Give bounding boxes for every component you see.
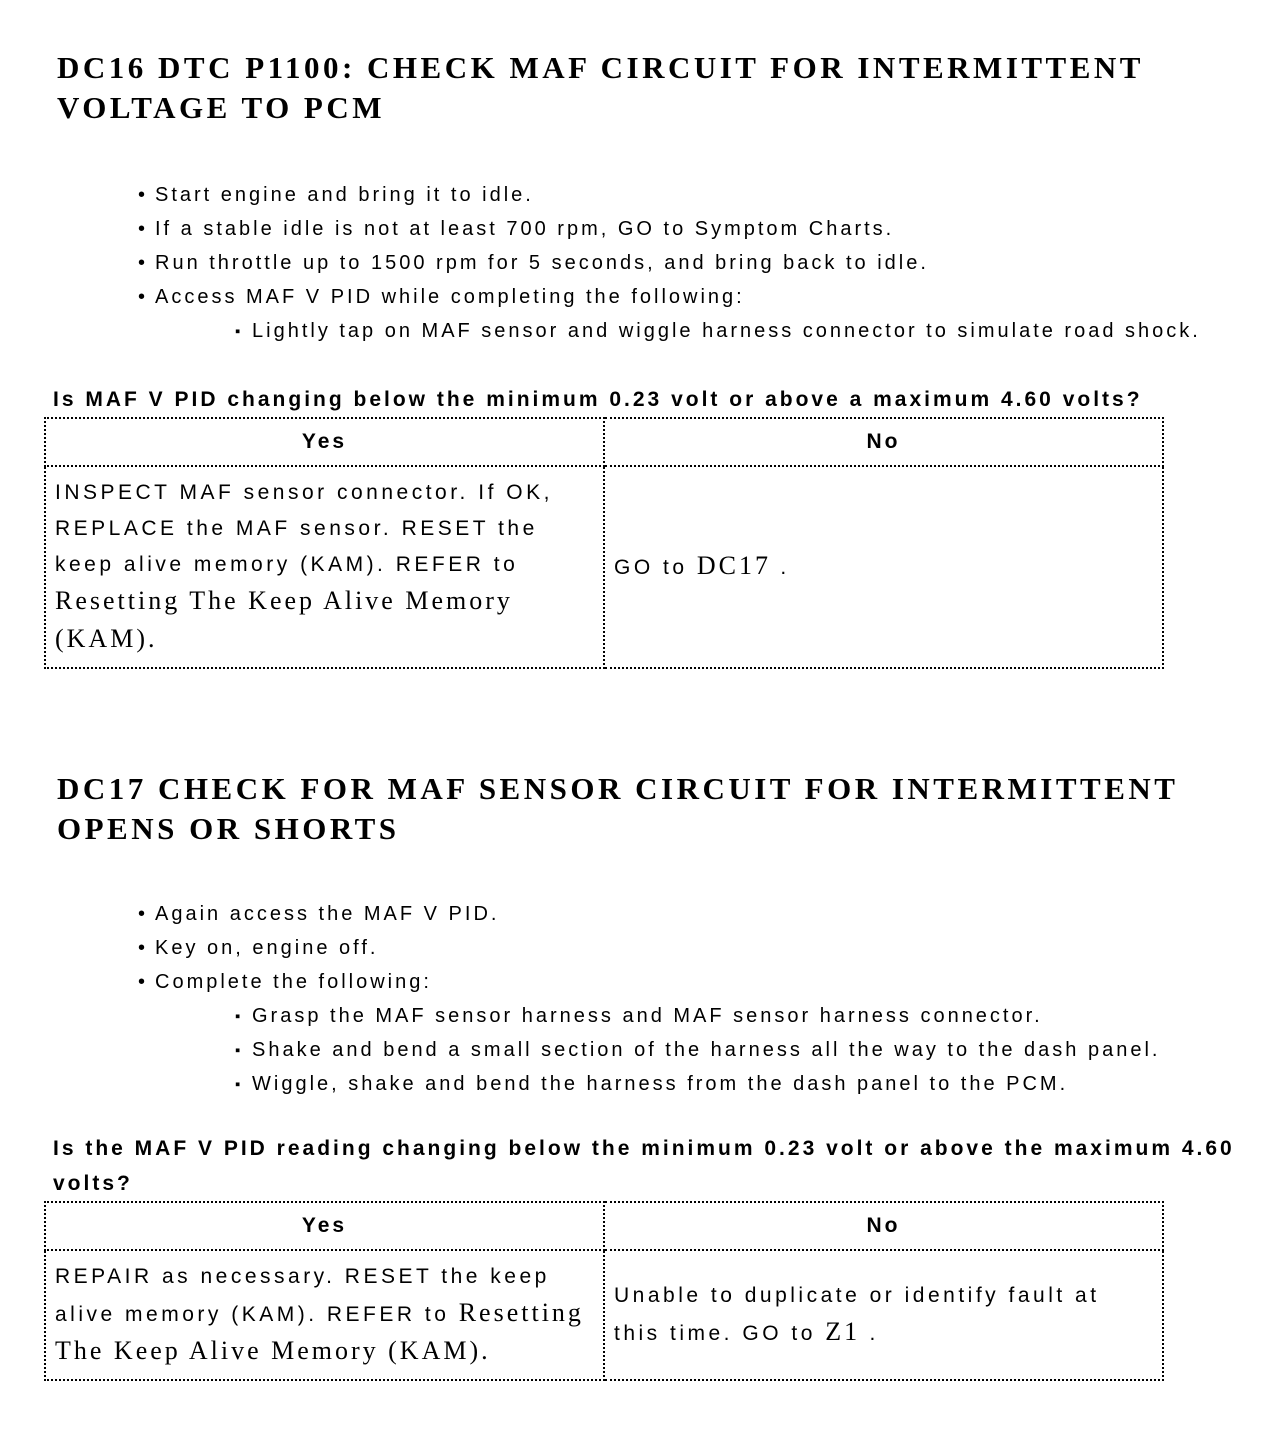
- section-heading-dc17: DC17 CHECK FOR MAF SENSOR CIRCUIT FOR INTERMITTENT OPENS OR SHORTS: [57, 771, 1178, 846]
- decision-table-dc17: [44, 1201, 1164, 1381]
- table-header-row: [45, 418, 1163, 466]
- link-resetting-kam[interactable]: Resetting The Keep Alive Memory (KAM).: [55, 586, 513, 653]
- bullet-icon: •: [138, 937, 146, 959]
- link-z1[interactable]: Z1: [825, 1317, 861, 1346]
- question-text-dc16: Is MAF V PID changing below the minimum 0.23 volt or above a maximum 4.60 volts?: [53, 388, 1143, 411]
- step-text: Again access the MAF V PID.: [155, 903, 500, 925]
- step-text: Access MAF V PID while completing the following:: [155, 286, 745, 308]
- decision-table-dc16: [44, 417, 1164, 669]
- yes-action-cell: [45, 466, 604, 668]
- no-action-suffix: .: [860, 1322, 879, 1345]
- bullet-icon: •: [138, 903, 146, 925]
- section-dc17: [0, 769, 1280, 1381]
- table-body-row: [45, 466, 1163, 668]
- substep-item: [235, 1067, 1268, 1101]
- step-item: [138, 178, 1268, 212]
- table-header-row: [45, 1202, 1163, 1250]
- yes-header-cell: Yes: [45, 418, 604, 466]
- bullet-icon: •: [138, 252, 146, 274]
- substep-text: Grasp the MAF sensor harness and MAF sensor harness connector.: [252, 1005, 1043, 1027]
- step-text: Complete the following:: [155, 971, 432, 993]
- square-bullet-icon: ▪: [235, 1008, 241, 1025]
- substep-item: [235, 314, 1268, 348]
- bullet-icon: •: [138, 218, 146, 240]
- table-body-row: [45, 1250, 1163, 1380]
- step-item: [138, 897, 1268, 931]
- step-text: Key on, engine off.: [155, 937, 379, 959]
- yes-action-text: REPAIR as necessary. RESET the keep alive memory (KAM). REFER to: [55, 1265, 550, 1326]
- no-header-cell: No: [604, 418, 1163, 466]
- step-item: [138, 965, 1268, 999]
- bullet-icon: •: [138, 184, 146, 206]
- step-text: Start engine and bring it to idle.: [155, 184, 534, 206]
- substep-text: Wiggle, shake and bend the harness from the dash panel to the PCM.: [252, 1073, 1069, 1095]
- document-page: [0, 48, 1280, 1381]
- square-bullet-icon: ▪: [235, 1076, 241, 1093]
- yes-action-text: INSPECT MAF sensor connector. If OK, REPLACE the MAF sensor. RESET the keep alive memory (KAM). REFER to: [55, 481, 553, 576]
- step-list-dc16: [138, 178, 1268, 348]
- bullet-icon: •: [138, 971, 146, 993]
- no-action-text: GO to: [614, 556, 697, 579]
- step-item: [138, 212, 1268, 246]
- substep-text: Lightly tap on MAF sensor and wiggle harness connector to simulate road shock.: [252, 320, 1201, 342]
- no-action-cell: [604, 1250, 1163, 1380]
- yes-action-cell: [45, 1250, 604, 1380]
- section-heading-dc16: DC16 DTC P1100: CHECK MAF CIRCUIT FOR INTERMITTENT VOLTAGE TO PCM: [57, 50, 1144, 125]
- step-text: If a stable idle is not at least 700 rpm, GO to Symptom Charts.: [155, 218, 895, 240]
- step-item: [138, 246, 1268, 280]
- substep-text: Shake and bend a small section of the harness all the way to the dash panel.: [252, 1039, 1161, 1061]
- section-dc16: [0, 48, 1280, 669]
- question-text-dc17: Is the MAF V PID reading changing below the minimum 0.23 volt or above the maximum 4.60 volts?: [53, 1137, 1235, 1195]
- bullet-icon: •: [138, 286, 146, 308]
- step-item: [138, 931, 1268, 965]
- square-bullet-icon: ▪: [235, 1042, 241, 1059]
- step-text: Run throttle up to 1500 rpm for 5 seconds, and bring back to idle.: [155, 252, 929, 274]
- no-action-suffix: .: [770, 556, 790, 579]
- link-resetting-kam[interactable]: Resetting The Keep Alive Memory (KAM).: [55, 1298, 584, 1365]
- yes-header-cell: Yes: [45, 1202, 604, 1250]
- step-item: [138, 280, 1268, 314]
- square-bullet-icon: ▪: [235, 323, 241, 340]
- substep-item: [235, 1033, 1268, 1067]
- link-dc17[interactable]: DC17: [696, 551, 771, 580]
- no-action-text: Unable to duplicate or identify fault at this time. GO to: [614, 1284, 1100, 1345]
- substep-item: [235, 999, 1268, 1033]
- no-action-cell: [604, 466, 1163, 668]
- no-header-cell: No: [604, 1202, 1163, 1250]
- step-list-dc17: [138, 897, 1268, 1101]
